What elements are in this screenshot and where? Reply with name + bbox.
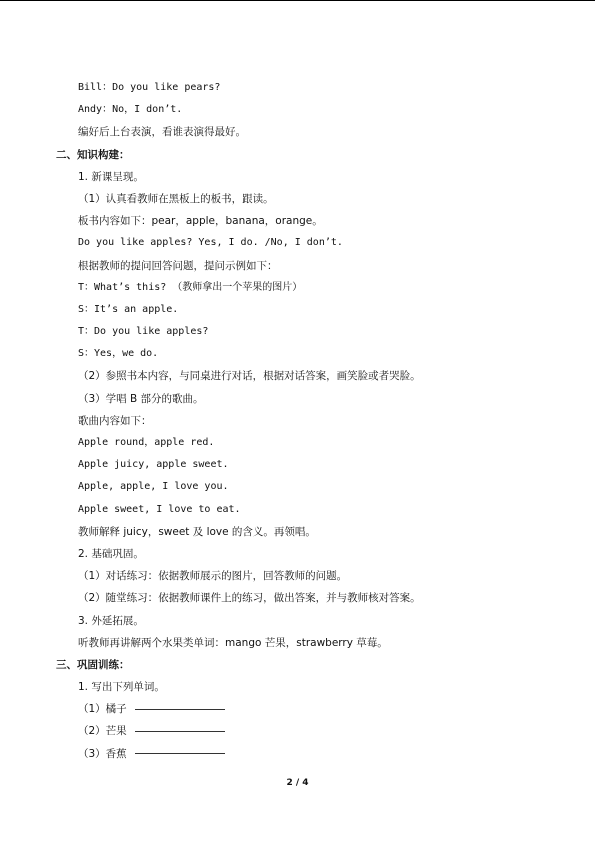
- line-text: 编好后上台表演，看谁表演得最好。: [78, 126, 246, 139]
- document-body: [0, 77, 595, 765]
- answer-blank-line: [135, 709, 225, 710]
- text-line: [0, 632, 595, 654]
- line-text: 2. 基础巩固。: [78, 547, 144, 560]
- text-line: [0, 232, 595, 254]
- text-line: [0, 410, 595, 432]
- text-line: [0, 499, 595, 521]
- line-text: 3. 外延拓展。: [78, 614, 144, 627]
- text-line: [0, 77, 595, 99]
- text-line: [0, 698, 595, 720]
- line-text: Apple juicy, apple sweet.: [78, 459, 229, 471]
- line-text: （1）橘子: [78, 703, 127, 716]
- text-line: [0, 277, 595, 299]
- answer-blank-line: [135, 753, 225, 754]
- text-line: [0, 299, 595, 321]
- answer-blank-line: [135, 731, 225, 732]
- line-text: Bill：Do you like pears?: [78, 82, 221, 93]
- section-heading: [0, 654, 595, 676]
- line-text: 1. 写出下列单词。: [78, 681, 165, 694]
- text-line: [0, 720, 595, 742]
- text-line: [0, 210, 595, 232]
- text-line: [0, 587, 595, 609]
- line-text: （2）芒果: [78, 725, 127, 738]
- line-text: Do you like apples? Yes, I do. /No, I don’t.: [78, 237, 343, 249]
- text-line: [0, 543, 595, 565]
- line-text: T：Do you like apples?: [78, 326, 209, 338]
- text-line: [0, 476, 595, 498]
- line-text: 教师解释 juicy，sweet 及 love 的含义。再领唱。: [78, 525, 316, 538]
- line-text: T：What’s this? （教师拿出一个苹果的图片）: [78, 281, 303, 293]
- line-text: 板书内容如下：pear，apple，banana，orange。: [78, 215, 323, 228]
- line-text: （2）随堂练习：依据教师课件上的练习，做出答案，并与教师核对答案。: [78, 592, 421, 605]
- text-line: [0, 255, 595, 277]
- line-text: Andy：No，I don’t.: [78, 104, 183, 116]
- text-line: [0, 388, 595, 410]
- line-text: Apple, apple, I love you.: [78, 481, 229, 493]
- line-text: S：It’s an apple.: [78, 303, 179, 315]
- line-text: 听教师再讲解两个水果类单词：mango 芒果，strawberry 草莓。: [78, 636, 388, 649]
- text-line: [0, 454, 595, 476]
- line-text: 1. 新课呈现。: [78, 170, 144, 183]
- line-text: （1）对话练习：依据教师展示的图片，回答教师的问题。: [78, 570, 348, 583]
- text-line: [0, 565, 595, 587]
- top-border-line: [0, 0, 595, 1]
- text-line: [0, 121, 595, 143]
- line-text: 歌曲内容如下：: [78, 414, 152, 427]
- text-line: [0, 432, 595, 454]
- text-line: [0, 610, 595, 632]
- text-line: [0, 676, 595, 698]
- text-line: [0, 321, 595, 343]
- line-text: （3）香蕉: [78, 747, 127, 760]
- text-line: [0, 99, 595, 121]
- line-text: Apple round，apple red.: [78, 437, 215, 448]
- line-text: 根据教师的提问回答问题，提问示例如下：: [78, 259, 278, 272]
- line-text: （3）学唱 B 部分的歌曲。: [78, 392, 204, 405]
- line-text: Apple sweet, I love to eat.: [78, 503, 241, 515]
- text-line: [0, 743, 595, 765]
- text-line: [0, 343, 595, 365]
- page-number: 2 / 4: [286, 778, 309, 788]
- text-line: [0, 166, 595, 188]
- line-text: S：Yes，we do.: [78, 348, 159, 360]
- line-text: （1）认真看教师在黑板上的板书，跟读。: [78, 192, 274, 205]
- section-heading: [0, 144, 595, 166]
- text-line: [0, 188, 595, 210]
- line-text: （2）参照书本内容，与同桌进行对话，根据对话答案，画笑脸或者哭脸。: [78, 370, 421, 383]
- line-text: 二、知识构建：: [56, 148, 130, 161]
- line-text: 三、巩固训练：: [56, 658, 130, 671]
- text-line: [0, 521, 595, 543]
- text-line: [0, 365, 595, 387]
